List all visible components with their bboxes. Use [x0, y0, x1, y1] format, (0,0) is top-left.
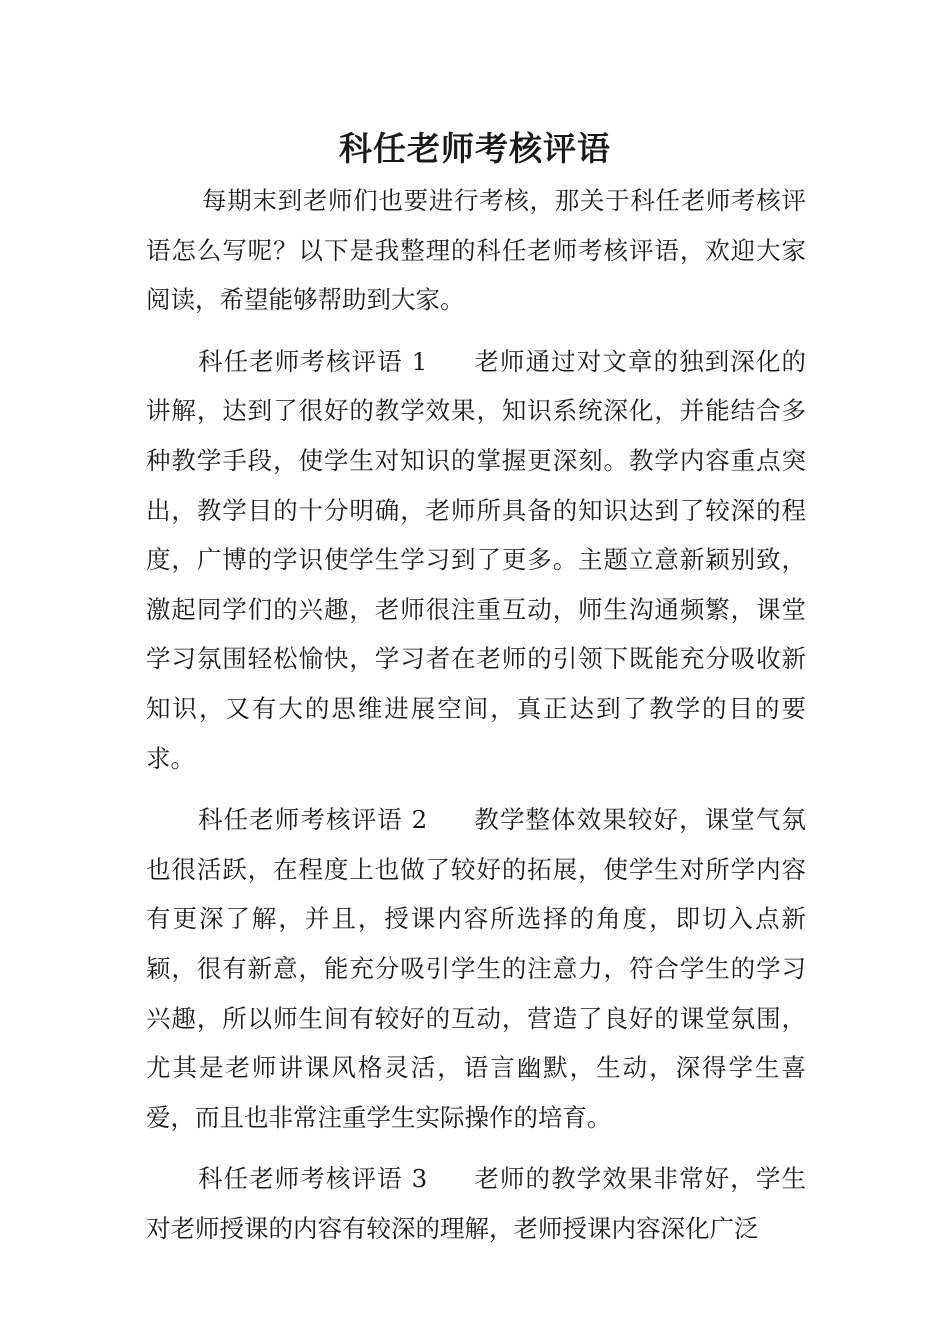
section-text-3: 老师的教学效果非常好，学生对老师授课的内容有较深的理解，老师授课内容深化广泛 [146, 1164, 807, 1243]
section-heading-3: 科任老师考核评语 3 [198, 1164, 428, 1194]
document-title: 科任老师考核评语 [339, 129, 611, 168]
section-text-2: 教学整体效果较好，课堂气氛也很活跃，在程度上也做了较好的拓展，使学生对所学内容有更深了解，并且，授课内容所选择的角度，即切入点新颖，很有新意，能充分吸引学生的注意力，符合学生的学习兴趣，所以师生间有较好的互动，营造了良好的课堂氛围，尤其是老师讲课风格灵活，语言幽默，生动，深得学生喜爱，而且也非常注重学生实际操作的培育。 [146, 805, 807, 1132]
section-heading-2: 科任老师考核评语 2 [198, 805, 428, 835]
document-body [146, 176, 806, 1265]
section-paragraph-3 [146, 1154, 806, 1253]
intro-paragraph: 每期末到老师们也要进行考核，那关于科任老师考核评语怎么写呢？以下是我整理的科任老师考核评语，欢迎大家阅读，希望能够帮助到大家。 [146, 186, 806, 315]
section-paragraph-2 [146, 795, 806, 1142]
section-heading-1: 科任老师考核评语 1 [198, 346, 428, 376]
section-paragraph-1 [146, 337, 806, 783]
section-text-1: 老师通过对文章的独到深化的讲解，达到了很好的教学效果，知识系统深化，并能结合多种教学手段，使学生对知识的掌握更深刻。教学内容重点突出，教学目的十分明确，老师所具备的知识达到了较深的程度，广博的学识使学生学习到了更多。主题立意新颖别致，激起同学们的兴趣，老师很注重互动，师生沟通频繁，课堂学习氛围轻松愉快，学习者在老师的引领下既能充分吸收新知识，又有大的思维进展空间，真正达到了教学的目的要求。 [146, 346, 807, 773]
